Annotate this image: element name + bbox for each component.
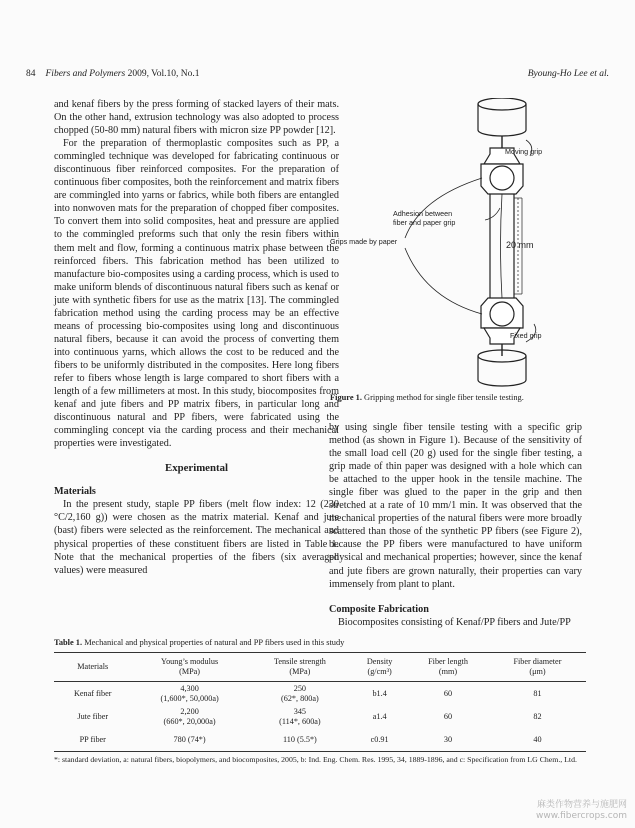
left-column bbox=[54, 98, 339, 577]
cell-density: b1.4 bbox=[372, 688, 387, 698]
cell-strength: 250 (62*, 800a) bbox=[281, 683, 319, 703]
subsection-title: Composite Fabrication bbox=[329, 603, 429, 615]
cell-material: Kenaf fiber bbox=[73, 688, 112, 698]
col-header: Fiber diameter (μm) bbox=[489, 653, 586, 682]
cell-strength: 345 (114*, 600a) bbox=[279, 706, 321, 726]
watermark bbox=[497, 800, 627, 822]
header-authors: Byoung-Ho Lee et al. bbox=[527, 69, 609, 79]
paragraph: For the preparation of thermoplastic composites such as PP, a commingled technique was developed for fabricating continuous or discontinuous fiber reinforced composites. For the preparation of continuous fiber composites, both the reinforcement and matrix fibers are commingled into yarns or fabrics, while both fibers are entangled into nonwoven mats for the preparation of chopped fiber composites. To convert them into solid composites, heat and pressure are applied to the commingled preforms such that only the resin fibers within them melt and flow, forming a continuous matrix phase between the reinforced fibers. This fabrication method has been utilized to manufacture bio-composites using a carding process, which is used to make uniform blends of discontinuous natural fibers such as kenaf or jute with synthetic fibers for use as the matrix [13]. The commingled fabrication method using the carding process may be an effective means of processing bio-composites using long and discontinuous natural fibers, because it can avoid the process of converting them into continuous yarns, which allows the cost to be reduced and the fibers to be uniformly distributed in the composites. Here long fibers refer to fibers whose length is large compared to short fibers with a length of a few millimeters at most. In this study, biocomposites from kenaf and jute fibers and PP matrix fibers, in particular long and discontinuous natural and PP fibers, were fabricated using the commingling concept via the carding process and their mechanical properties were investigated. bbox=[54, 138, 339, 450]
cell-diameter: 81 bbox=[533, 688, 542, 698]
table-1 bbox=[54, 638, 586, 766]
journal-volume: 2009, Vol.10, No.1 bbox=[125, 69, 200, 79]
cell-diameter: 40 bbox=[489, 728, 586, 752]
adhesion-label-2: fiber and paper grip bbox=[393, 218, 456, 227]
subsection-title: Materials bbox=[54, 486, 96, 498]
cell-density: a1.4 bbox=[372, 711, 387, 721]
col-header: Tensile strength (MPa) bbox=[248, 653, 352, 682]
moving-grip-label: Moving grip bbox=[505, 147, 543, 156]
figure-caption-text: Gripping method for single fiber tensile testing. bbox=[361, 393, 524, 402]
cell-modulus: 780 (74*) bbox=[132, 728, 248, 752]
table-row bbox=[54, 705, 586, 728]
adhesion-label-1: Adhesion between bbox=[393, 209, 453, 218]
gripping-diagram bbox=[330, 98, 583, 388]
fixed-grip-label: Fixed grip bbox=[510, 331, 542, 340]
cell-modulus: 4,300 (1,600*, 50,000a) bbox=[160, 683, 219, 703]
right-column bbox=[329, 421, 582, 629]
watermark-line: www.fibercrops.com bbox=[536, 811, 627, 821]
paragraph: Biocomposites consisting of Kenaf/PP fibers and Jute/PP bbox=[338, 616, 571, 628]
figure-caption bbox=[330, 393, 524, 402]
table-caption bbox=[54, 638, 586, 647]
col-header: Density (g/cm³) bbox=[352, 653, 407, 682]
table-footnote: *: standard deviation, a: natural fibers, biopolymers, and biocomposites, 2005, b: Ind. Eng. Chem. Res. 1995, 34, 1889-1896, and c: Specification from LG Chem., Ltd. bbox=[54, 755, 577, 764]
table-row bbox=[54, 728, 586, 752]
cell-length: 30 bbox=[407, 728, 489, 752]
moving-grip-cylinder bbox=[478, 98, 526, 136]
table-header-row bbox=[54, 653, 586, 682]
section-title: Experimental bbox=[165, 462, 228, 475]
table-row bbox=[54, 682, 586, 706]
properties-table bbox=[54, 652, 586, 752]
col-header: Fiber length (mm) bbox=[407, 653, 489, 682]
cell-density: c0.91 bbox=[352, 728, 407, 752]
figure-caption-label: Figure 1. bbox=[330, 393, 362, 402]
cell-modulus: 2,200 (660*, 20,000a) bbox=[163, 706, 216, 726]
cell-material: Jute fiber bbox=[77, 711, 109, 721]
page-number: 84 bbox=[26, 69, 36, 79]
figure-1 bbox=[330, 98, 583, 388]
grips-paper-label: Grips made by paper bbox=[330, 237, 398, 246]
table-caption-label: Table 1. bbox=[54, 638, 83, 647]
cell-material: PP fiber bbox=[54, 728, 132, 752]
header-left bbox=[26, 69, 200, 79]
paragraph: and kenaf fibers by the press forming of stacked layers of their mats. On the other hand, extrusion technology was also adopted to process chopped (50-80 mm) natural fibers with micron size PP powder [12]. bbox=[54, 99, 339, 137]
col-header: Young’s modulus (MPa) bbox=[132, 653, 248, 682]
journal-name: Fibers and Polymers bbox=[45, 69, 126, 79]
cell-diameter: 82 bbox=[533, 711, 542, 721]
length-label: 20 mm bbox=[506, 240, 534, 250]
table-caption-text: Mechanical and physical properties of natural and PP fibers used in this study bbox=[82, 638, 345, 647]
cell-strength: 110 (5.5*) bbox=[248, 728, 352, 752]
watermark-line: 麻类作物营养与施肥网 bbox=[536, 800, 627, 810]
paragraph: by using single fiber tensile testing with a specific grip method (as shown in Figure 1). Because of the sensitivity of the small load cell (20 g) used for the single fiber testing, a grip made of thin paper was designed with a hole which can be attached to the upper hook in the tensile machine. The single fiber was glued to the paper in the grip and then stretched at a rate of 10 mm/1 min. It was observed that the mechanical properties of the natural fibers were more broadly scattered than those of the synthetic PP fibers (see Figure 2), because the PP fibers were manufactured to have uniform physical and mechanical properties; however, since the kenaf and jute fibers are grown naturally, their properties can vary immensely from plant to plant. bbox=[329, 422, 582, 590]
cell-length: 60 bbox=[443, 688, 453, 698]
paragraph: In the present study, staple PP fibers (melt flow index: 12 (230 °C/2,160 g)) were chosen as the matrix material. Kenaf and jute (bast) fibers were selected as the reinforcement. The mechanical and physical properties of these constituent fibers are listed in Table 1. Note that the mechanical properties of the fibers (six averaged values) were measured bbox=[54, 499, 339, 576]
col-header: Materials bbox=[54, 653, 132, 682]
cell-length: 60 bbox=[443, 711, 453, 721]
single-fiber bbox=[501, 194, 503, 298]
